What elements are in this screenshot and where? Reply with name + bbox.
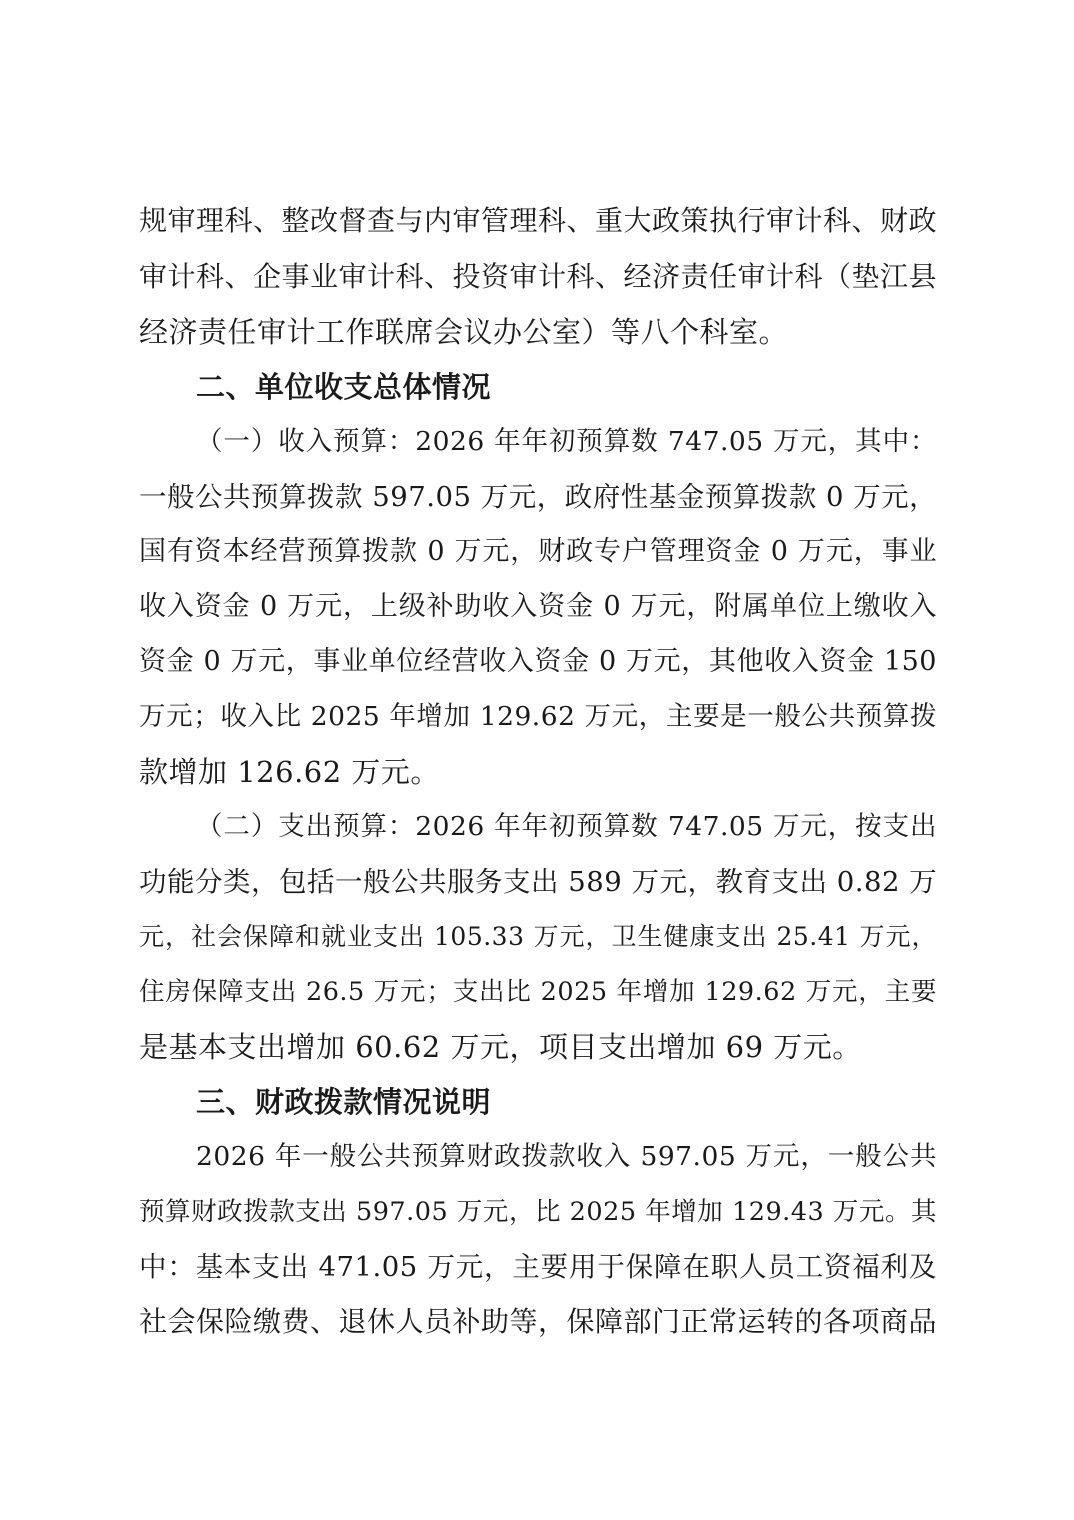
body-text-line: 中：基本支出 471.05 万元，主要用于保障在职人员工资福利及 — [139, 1251, 937, 1283]
section-heading: 二、单位收支总体情况 — [196, 370, 492, 404]
body-text-line: 是基本支出增加 60.62 万元，项目支出增加 69 万元。 — [139, 1030, 862, 1064]
body-text-line: 2026 年一般公共预算财政拨款收入 597.05 万元，一般公共 — [196, 1141, 937, 1172]
body-text-line: 住房保障支出 26.5 万元；支出比 2025 年增加 129.62 万元，主要 — [139, 977, 937, 1007]
body-text-line: 元，社会保障和就业支出 105.33 万元，卫生健康支出 25.41 万元， — [139, 922, 937, 951]
body-text-line: 规审理科、整改督查与内审管理科、重大政策执行审计科、财政 — [139, 204, 938, 237]
body-text-line: 国有资本经营预算拨款 0 万元，财政专户管理资金 0 万元，事业 — [139, 536, 937, 567]
body-text-line: 预算财政拨款支出 597.05 万元，比 2025 年增加 129.43 万元。其 — [139, 1197, 937, 1227]
body-text-line: 功能分类，包括一般公共服务支出 589 万元，教育支出 0.82 万 — [139, 866, 938, 898]
body-text-line: （一）收入预算：2026 年年初预算数 747.05 万元，其中： — [196, 426, 937, 457]
body-text-line: 款增加 126.62 万元。 — [139, 755, 440, 789]
body-text-line: 收入资金 0 万元，上级补助收入资金 0 万元，附属单位上缴收入 — [139, 591, 937, 622]
body-text-line: 万元；收入比 2025 年增加 129.62 万元，主要是一般公共预算拨 — [139, 701, 937, 732]
section-heading: 三、财政拨款情况说明 — [196, 1085, 492, 1119]
body-text-line: 审计科、企事业审计科、投资审计科、经济责任审计科（垫江县 — [139, 260, 938, 293]
body-text-line: 经济责任审计工作联席会议办公室）等八个科室。 — [139, 315, 789, 349]
body-text-line: 资金 0 万元，事业单位经营收入资金 0 万元，其他收入资金 150 — [139, 646, 937, 677]
body-text-line: （二）支出预算：2026 年年初预算数 747.05 万元，按支出 — [196, 811, 937, 842]
body-text-line: 一般公共预算拨款 597.05 万元，政府性基金预算拨款 0 万元， — [139, 481, 938, 513]
body-text-line: 社会保险缴费、退休人员补助等，保障部门正常运转的各项商品 — [139, 1305, 938, 1338]
